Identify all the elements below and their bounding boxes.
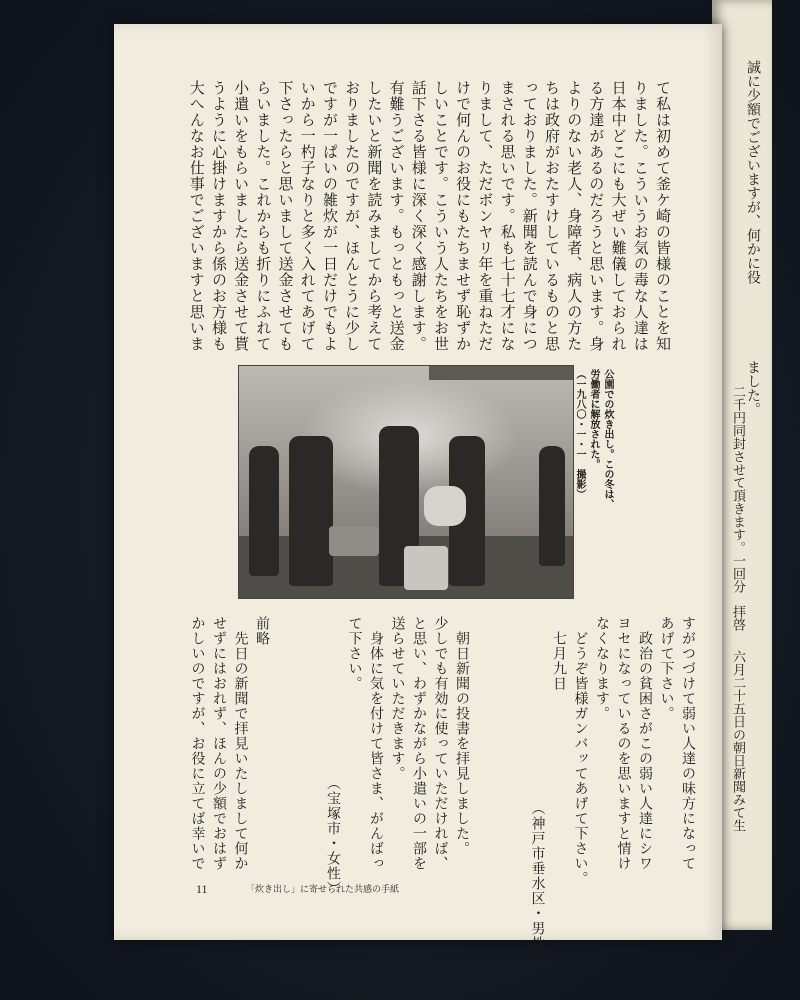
text-line: なくなります。 [594, 616, 610, 721]
facing-text-salutation: 拝啓 [730, 605, 745, 631]
facing-text-lower: 二千円同封させて頂きます。一回分 [730, 385, 745, 593]
text-line: けで何んのお役にもたちませず恥ずか [454, 80, 473, 352]
text-line: いから一杓子なりと多く入れてあげて [298, 80, 317, 352]
text-line: 先日の新聞で拝見いたしまして何か [232, 616, 249, 871]
text-line: ちは政府がおたすけしているものと思 [542, 80, 561, 352]
text-line: すがつづけて弱い人達の味方になって [680, 616, 696, 871]
text-line: ですが一ぱいの雑炊が一日だけでもよ [320, 80, 339, 352]
letter-kobe [526, 616, 698, 966]
text-line: 朝日新聞の投書を拝見しました。 [454, 616, 470, 856]
letter-signature: （神戸市垂水区・男性） [529, 801, 546, 966]
person-figure [249, 446, 279, 576]
caption-line: 労働者に解放された。 [588, 369, 599, 469]
text-line: 話下さる皆様に深く深く感謝します。 [409, 80, 428, 352]
bucket [404, 546, 448, 590]
text-line: 送らせていただきます。 [389, 616, 406, 781]
caption-line: （一九八〇・一・一 撮影） [574, 369, 585, 499]
shelter-roof [429, 366, 573, 380]
text-line: せずにはおれず、ほんの少額でおはず [211, 616, 227, 871]
facing-text-mid: ました。 [745, 360, 761, 416]
text-line: まされる思いです。私も七十七才にな [498, 80, 517, 352]
text-line: しいことです。こういう人たちをお世 [431, 80, 450, 352]
text-line: 小遣いをもらいましたら送金させて貰 [232, 80, 251, 352]
text-line: どうぞ皆様ガンバッてあげて下さい。 [572, 616, 589, 886]
top-text-block [174, 80, 674, 380]
book-page [114, 24, 722, 966]
cooking-pot [329, 526, 379, 556]
text-line: 有難うございます。もっともっと送金 [387, 80, 406, 352]
text-line: 政治の貧困さがこの弱い人達にシワ [637, 616, 653, 871]
text-line: ヨセになっているのを思いますと情け [615, 616, 632, 871]
text-line: おりましたのですが、ほんとうに少し [343, 80, 362, 352]
person-figure [289, 436, 333, 586]
text-line: と思い、わずかながら小遣いの一部を [411, 616, 427, 871]
letter-zenryaku [178, 616, 272, 876]
facing-text-top: 誠に少額でございますが、何かに役 [745, 60, 761, 284]
text-line: うように心掛けますから係のお方様も [209, 80, 228, 352]
caption-line: 公園での炊き出し。この冬は、 [602, 369, 613, 509]
text-line: らいました。これからも折りにふれて [254, 80, 273, 352]
person-figure [539, 446, 565, 566]
letter-signature: （宝塚市・女性） [325, 776, 341, 896]
text-line: 七月九日 [551, 616, 567, 691]
text-line: かしいのですが、お役に立てば幸いで [189, 616, 206, 871]
facing-text-bottom: 六月二十五日の朝日新聞みて生 [730, 650, 745, 832]
text-line: 下さったらと思いまして送金させても [276, 80, 295, 352]
text-line: したいと新聞を読みましてから考えて [365, 80, 384, 352]
text-line: よりのない老人、身障者、病人の方た [565, 80, 584, 352]
text-line: 身体に気を付けて皆さま、がんばっ [368, 616, 384, 871]
text-line: りました。こういうお気の毒な人達は [631, 80, 650, 352]
text-line: て私は初めて釜ケ崎の皆様のことを知 [654, 80, 672, 352]
text-line: 前略 [254, 616, 270, 646]
text-line: あげて下さい。 [658, 616, 675, 721]
letter-takarazuka [324, 616, 472, 896]
page-number: 11 [196, 882, 208, 896]
running-head: 「炊き出し」に寄せられた共感の手紙 [246, 885, 400, 895]
text-line: る方達があるのだろうと思います。身 [587, 80, 606, 352]
text-line: 日本中どこにも大ぜい難儀しておられ [609, 80, 628, 352]
text-line: 少しでも有効に使っていただければ、 [432, 616, 449, 871]
soup-kitchen-photo [238, 365, 574, 599]
text-line: 大へんなお仕事でございますと思いま [187, 80, 206, 352]
photo-caption [572, 369, 614, 509]
text-line: て下さい。 [346, 616, 363, 691]
text-line: りまして、ただボンヤリ年を重ねただ [476, 80, 495, 352]
bag [424, 486, 466, 526]
text-line: っておりました。新聞を読んで身につ [520, 80, 539, 352]
